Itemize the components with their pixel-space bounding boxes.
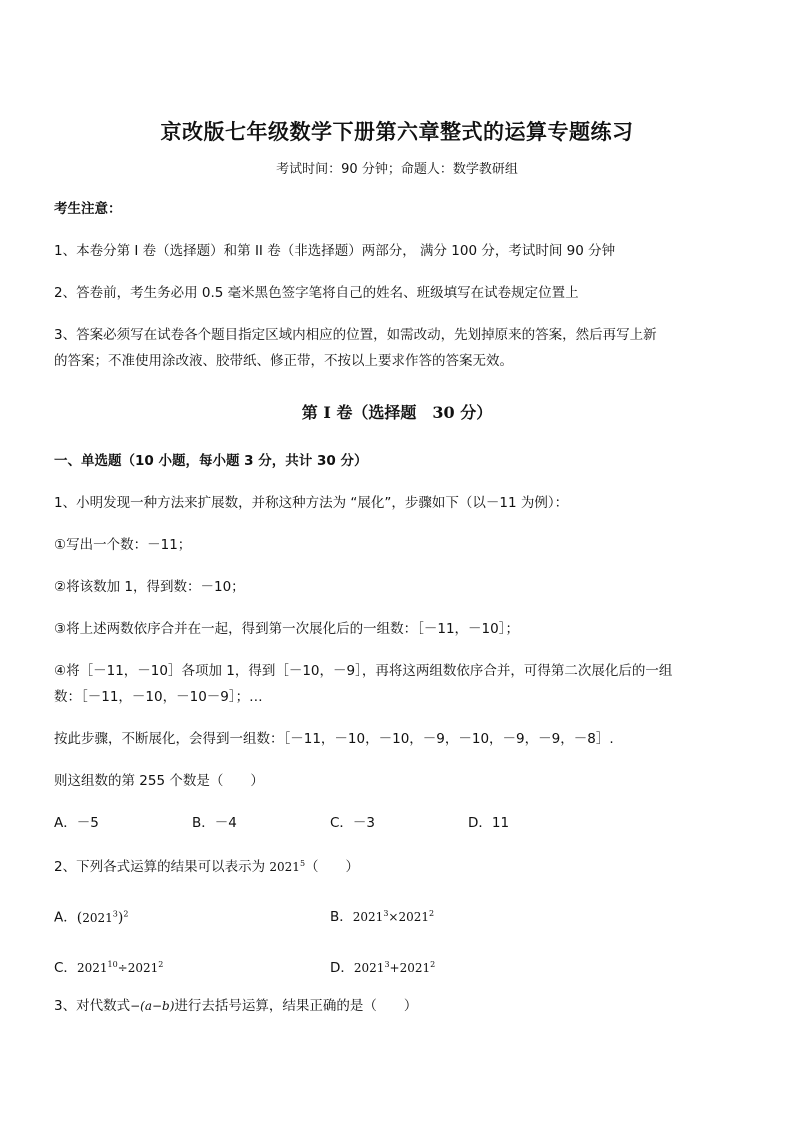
q1-option-b: B．－4 — [192, 815, 237, 831]
part-heading: 一、单选题（10 小题，每小题 3 分，共计 30 分） — [54, 453, 368, 469]
notice-item-3: 3、答案必须写在试卷各个题目指定区域内相应的位置，如需改动，先划掉原来的答案，然后再写上新 — [54, 327, 657, 343]
notice-heading: 考生注意： — [54, 201, 122, 217]
page-title: 京改版七年级数学下册第六章整式的运算专题练习 — [160, 119, 634, 144]
q1-option-c: C．－3 — [330, 815, 376, 831]
q3-suffix: 进行去括号运算，结果正确的是（ ） — [174, 998, 418, 1014]
q1-sequence: 按此步骤，不断展化，会得到一组数：［－11，－10，－10，－9，－10，－9，－9，－8］. — [54, 731, 614, 747]
q2-option-a: A．$(2021^3)^2$ — [54, 909, 129, 926]
q1-stem: 1、小明发现一种方法来扩展数，并称这种方法为 “展化”，步骤如下（以－11 为例）： — [54, 495, 569, 511]
notice-item-1: 1、本卷分第 I 卷（选择题）和第 II 卷（非选择题）两部分， 满分 100 分，考试时间 90 分钟 — [54, 243, 616, 259]
q2-option-c: C．$2021^{10}\div 2021^2$ — [54, 960, 164, 976]
q1-option-a: A．－5 — [54, 815, 99, 831]
q1-step-3: ③将上述两数依序合并在一起，得到第一次展化后的一组数：［－11，－10］； — [54, 621, 519, 637]
q2-stem-math: 2021$^5$ — [269, 859, 306, 874]
q1-question: 则这组数的第 255 个数是（ ） — [54, 773, 264, 789]
q2-stem-suffix: （ ） — [305, 859, 360, 875]
q2-option-d: D．$2021^3+2021^2$ — [330, 960, 436, 976]
q2-option-b: B．$2021^3\times 2021^2$ — [330, 909, 435, 925]
notice-item-2: 2、答卷前，考生务必用 0.5 毫米黑色签字笔将自己的姓名、班级填写在试卷规定位置上 — [54, 285, 579, 301]
notice-item-3-cont: 的答案；不准使用涂改液、胶带纸、修正带，不按以上要求作答的答案无效。 — [54, 353, 513, 369]
q2-stem — [54, 853, 744, 878]
q2-stem-prefix: 2、下列各式运算的结果可以表示为 — [54, 859, 270, 875]
q3-stem — [54, 995, 744, 1017]
q1-option-d: D．11 — [468, 815, 510, 831]
exam-info: 考试时间：90 分钟；命题人：数学教研组 — [276, 162, 518, 177]
q1-step-4: ④将［－11，－10］各项加 1，得到［－10，－9］，再将这两组数依序合并，可得第二次展化后的一组 — [54, 663, 673, 679]
q1-step-4-cont: 数：［－11，－10，－10－9］；… — [54, 689, 263, 705]
q3-prefix: 3、对代数式 — [54, 998, 131, 1014]
q1-step-2: ②将该数加 1，得到数：－10； — [54, 579, 245, 595]
section-title: 第 I 卷（选择题 30 分） — [301, 403, 493, 422]
q1-step-1: ①写出一个数：－11； — [54, 537, 192, 553]
q3-math: −(a−b) — [130, 999, 175, 1013]
